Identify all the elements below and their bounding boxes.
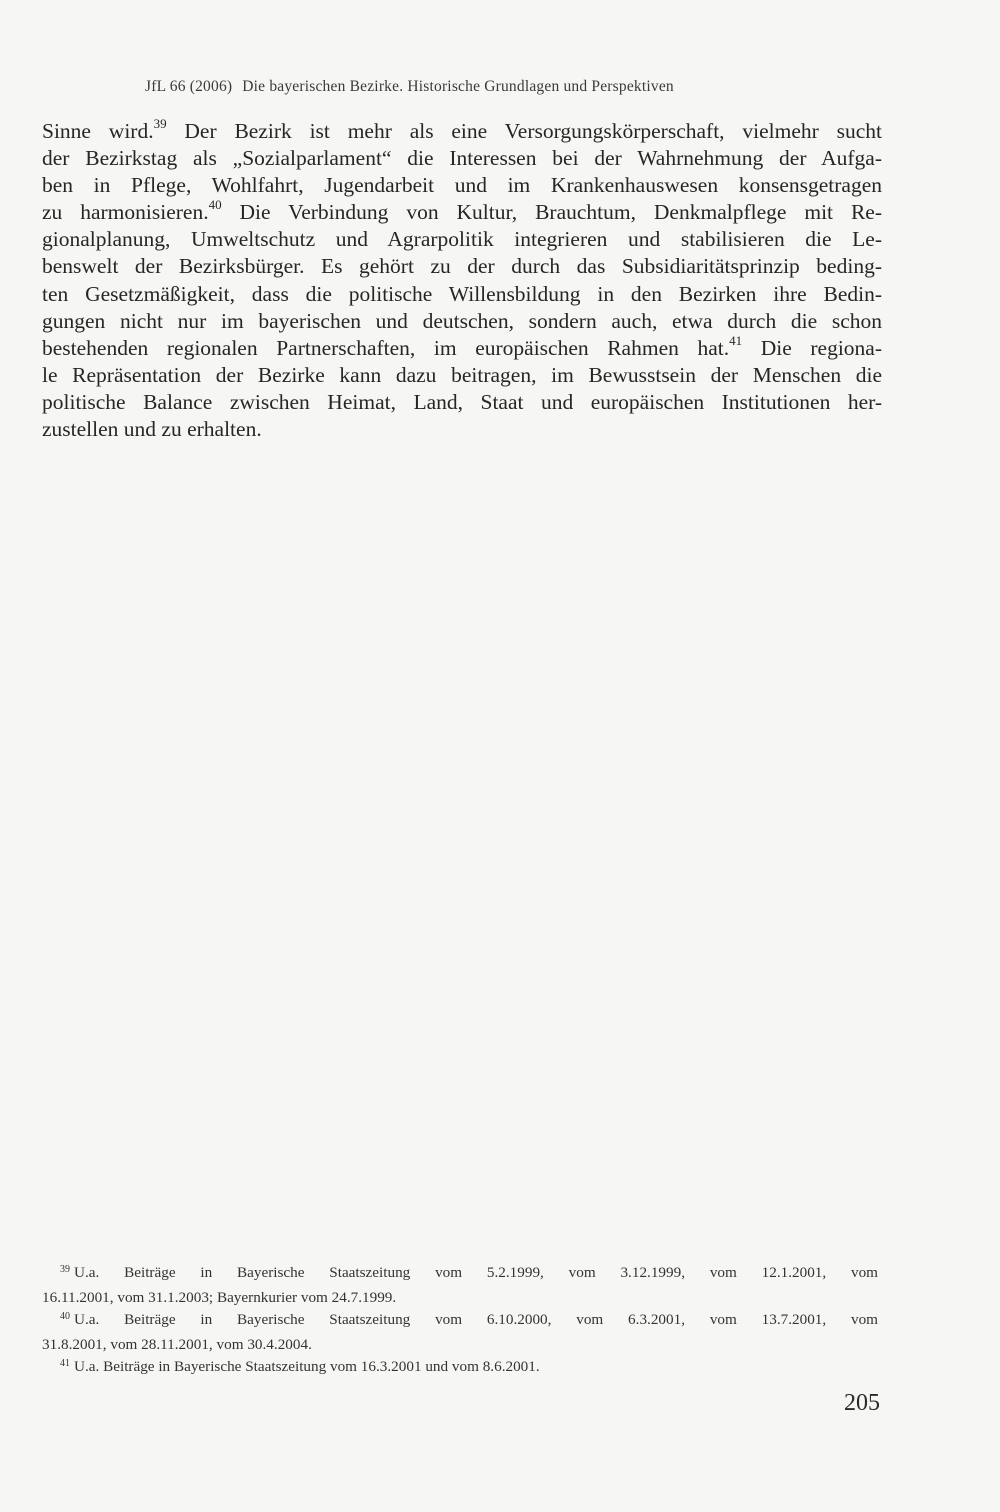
footnote-39: $^{39}$ U.a. Beiträge in Bayerische Staatszeitung vom 5.2.1999, vom 3.12.1999, vom 12.1.2001, vom xyxy=(60,1264,878,1281)
text-line: le Repräsentation der Bezirke kann dazu beitragen, im Bewusstsein der Menschen die xyxy=(42,362,882,387)
text-line: gungen nicht nur im bayerischen und deutschen, sondern auch, etwa durch die schon xyxy=(42,308,882,333)
text-line: zu harmonisieren.$^{40}$ Die Verbindung von Kultur, Brauchtum, Denkmalpflege mit Re- xyxy=(42,197,882,225)
footnote-40: $^{40}$ U.a. Beiträge in Bayerische Staatszeitung vom 6.10.2000, vom 6.3.2001, vom 13.7.2001, vom xyxy=(60,1311,878,1328)
running-header xyxy=(145,78,865,96)
text-line: der Bezirkstag als „Sozialparlament“ die Interessen bei der Wahrnehmung der Aufga- xyxy=(42,146,882,171)
footnote-number: 41 xyxy=(60,1358,70,1369)
footnote-41: $^{41}$ U.a. Beiträge in Bayerische Staatszeitung vom 16.3.2001 und vom 8.6.2001. xyxy=(60,1358,540,1375)
footnote-ref: 41 xyxy=(729,332,743,348)
text-line: benswelt der Bezirksbürger. Es gehört zu der durch das Subsidiaritätsprinzip beding- xyxy=(42,254,882,279)
text-line: politische Balance zwischen Heimat, Land, Staat und europäischen Institutionen her- xyxy=(42,389,882,414)
footnote-ref: 39 xyxy=(153,115,167,131)
text-line: bestehenden regionalen Partnerschaften, im europäischen Rahmen hat.$^{41}$ Die regiona- xyxy=(42,332,883,360)
text-line: gionalplanung, Umweltschutz und Agrarpolitik integrieren und stabilisieren die Le- xyxy=(42,227,882,252)
footnotes xyxy=(42,1262,878,1381)
footnote-number: 40 xyxy=(60,1311,70,1322)
journal-reference: JfL 66 (2006) xyxy=(145,78,233,95)
text-line: Sinne wird.$^{39}$ Der Bezirk ist mehr als eine Versorgungskörperschaft, vielmehr sucht xyxy=(42,115,882,143)
footnote-39-continued: 16.11.2001, vom 31.1.2003; Bayernkurier vom 24.7.1999. xyxy=(42,1288,397,1306)
footnote-40-continued: 31.8.2001, vom 28.11.2001, vom 30.4.2004. xyxy=(42,1335,312,1353)
body-paragraph xyxy=(42,115,883,443)
text-line: ten Gesetzmäßigkeit, dass die politische Willensbildung in den Bezirken ihre Bedin- xyxy=(42,281,882,306)
article-title: Die bayerischen Bezirke. Historische Grundlagen und Perspektiven xyxy=(242,78,674,95)
footnote-number: 39 xyxy=(60,1264,70,1275)
text-line: zustellen und zu erhalten. xyxy=(42,417,262,442)
text-line: ben in Pflege, Wohlfahrt, Jugendarbeit und im Krankenhauswesen konsensgetragen xyxy=(42,173,882,198)
page-number: 205 xyxy=(844,1390,880,1416)
footnote-ref: 40 xyxy=(208,197,222,213)
